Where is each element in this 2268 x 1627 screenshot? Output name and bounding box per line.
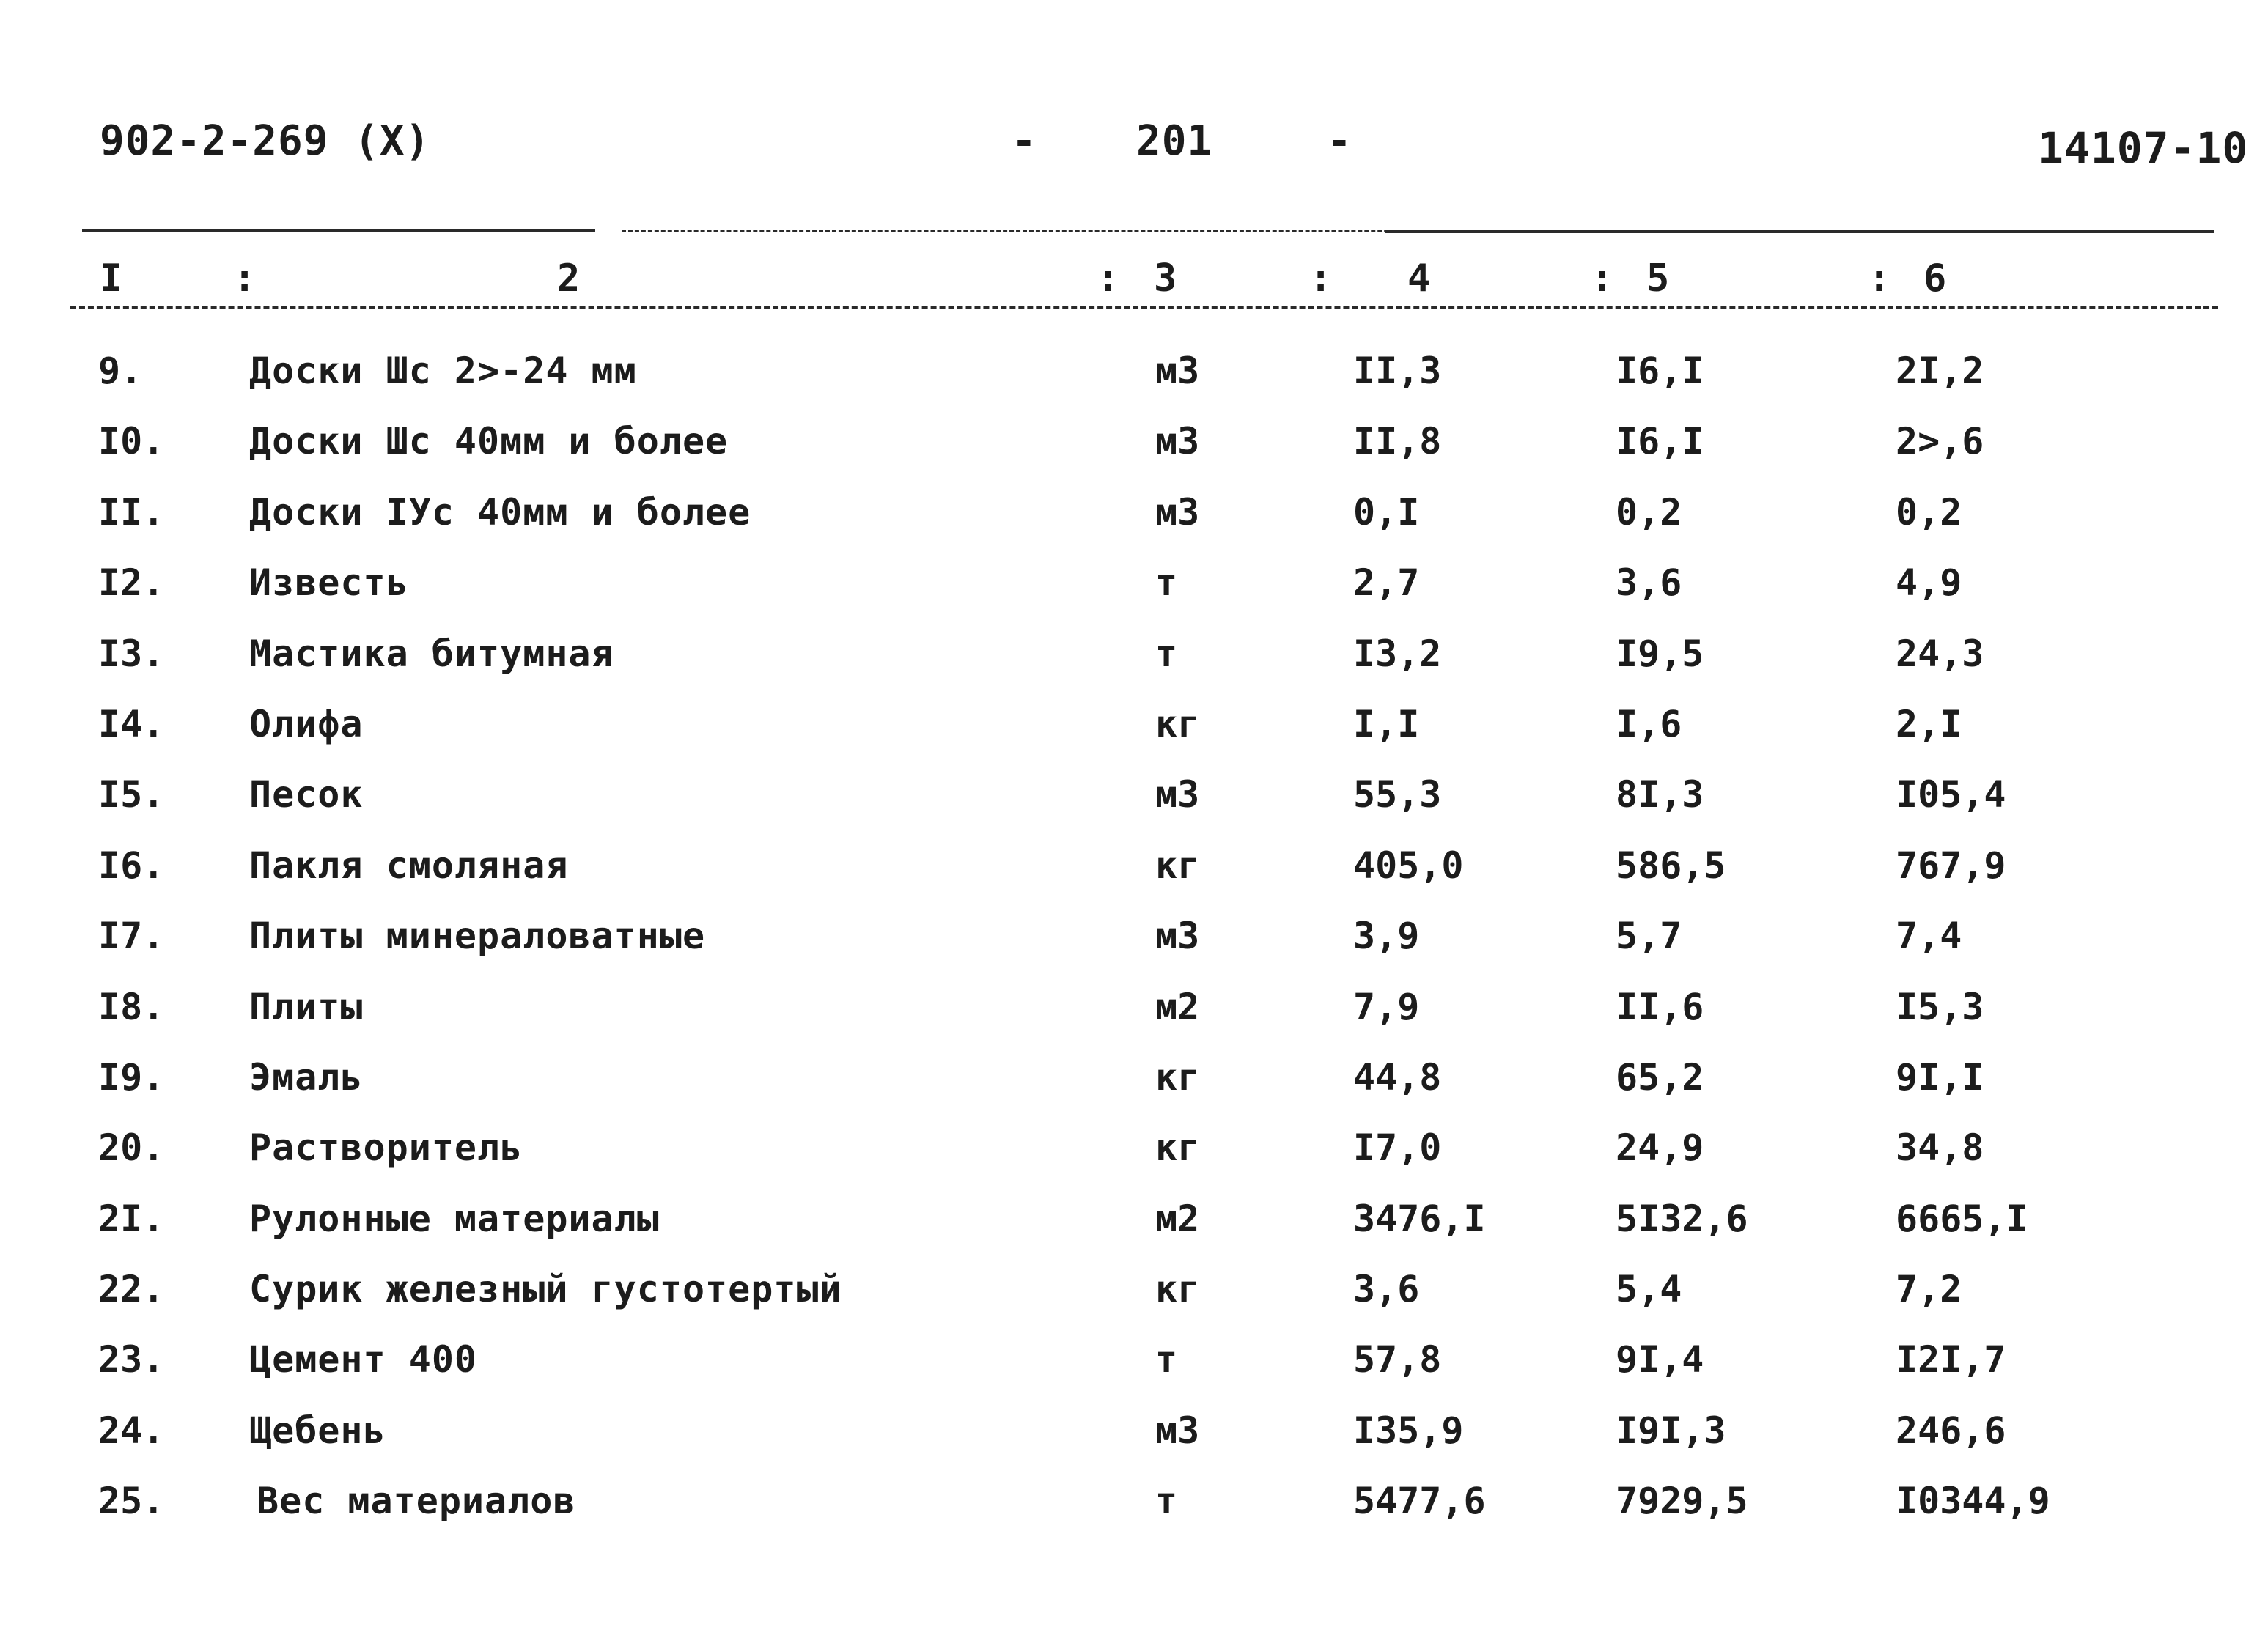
page-dash-left: - — [1012, 117, 1037, 165]
row-number: I4. — [98, 702, 165, 745]
unit: м3 — [1155, 915, 1200, 958]
column-number: I — [100, 257, 123, 300]
value-col-6: 246,6 — [1896, 1409, 2006, 1452]
value-col-5: I,6 — [1616, 702, 1682, 745]
value-col-6: I05,4 — [1896, 773, 2006, 816]
value-col-4: I7,0 — [1353, 1126, 1442, 1170]
value-col-4: 3476,I — [1353, 1197, 1486, 1240]
value-col-6: 0,2 — [1896, 490, 1962, 534]
material-name: Доски Шс 40мм и более — [249, 420, 729, 463]
column-number: 2 — [557, 257, 581, 300]
value-col-4: 3,9 — [1353, 915, 1420, 958]
value-col-4: 2,7 — [1353, 561, 1420, 605]
table-row — [0, 344, 2268, 415]
table-row — [0, 698, 2268, 768]
table-row — [0, 981, 2268, 1051]
material-name: Плиты — [249, 985, 364, 1028]
material-name: Рулонные материалы — [249, 1197, 660, 1240]
table-row — [0, 415, 2268, 485]
material-name: Доски Шс 2>-24 мм — [249, 350, 637, 392]
value-col-5: 5,4 — [1616, 1268, 1682, 1311]
column-separator: : — [233, 257, 257, 300]
unit: м3 — [1155, 420, 1200, 463]
value-col-5: I9I,3 — [1616, 1409, 1726, 1452]
unit: м3 — [1155, 350, 1200, 392]
value-col-6: 2I,2 — [1896, 350, 1984, 392]
page-dash-right: - — [1327, 117, 1352, 165]
value-col-4: I35,9 — [1353, 1409, 1464, 1452]
row-number: I3. — [98, 632, 165, 675]
value-col-5: 9I,4 — [1616, 1338, 1704, 1381]
row-number: I6. — [98, 844, 165, 887]
value-col-5: I6,I — [1616, 420, 1704, 463]
table-row-total — [0, 1475, 2268, 1545]
unit: м2 — [1155, 1197, 1200, 1240]
column-number: 4 — [1407, 257, 1431, 300]
document-code: 902-2-269 (X) — [100, 117, 431, 165]
material-name: Олифа — [249, 702, 364, 745]
material-name: Вес материалов — [257, 1480, 576, 1523]
sheet-code: 14107-10 — [2038, 123, 2249, 173]
row-number: I9. — [98, 1055, 165, 1099]
row-number: I8. — [98, 985, 165, 1028]
unit: м3 — [1155, 773, 1200, 816]
value-col-6: 4,9 — [1896, 561, 1962, 605]
material-name: Доски IУс 40мм и более — [249, 490, 751, 534]
table-row — [0, 1051, 2268, 1121]
unit: кг — [1155, 1268, 1200, 1311]
material-name: Сурик железный густотертый — [249, 1268, 842, 1311]
column-separator: : — [1097, 257, 1120, 300]
table-row — [0, 1121, 2268, 1192]
table-row — [0, 910, 2268, 980]
table-top-rule — [622, 230, 1428, 232]
value-col-6: 767,9 — [1896, 844, 2006, 887]
value-col-4: 0,I — [1353, 490, 1420, 534]
value-col-6: 6665,I — [1896, 1197, 2028, 1240]
table-row — [0, 768, 2268, 838]
value-col-4: II,8 — [1353, 420, 1442, 463]
material-name: Щебень — [249, 1409, 386, 1452]
value-col-5: 65,2 — [1616, 1055, 1704, 1099]
value-col-5: 8I,3 — [1616, 773, 1704, 816]
row-number: 24. — [98, 1409, 165, 1452]
material-name: Мастика битумная — [249, 632, 614, 675]
value-col-4: 57,8 — [1353, 1338, 1442, 1381]
value-col-5: 3,6 — [1616, 561, 1682, 605]
unit: м2 — [1155, 985, 1200, 1028]
unit: кг — [1155, 844, 1200, 887]
value-col-5: 0,2 — [1616, 490, 1682, 534]
material-name: Известь — [249, 561, 409, 605]
value-col-5: 7929,5 — [1616, 1480, 1748, 1523]
column-separator: : — [1591, 257, 1614, 300]
material-name: Эмаль — [249, 1055, 364, 1099]
table-row — [0, 1192, 2268, 1263]
value-col-6: 7,2 — [1896, 1268, 1962, 1311]
materials-table — [0, 344, 2268, 1546]
value-col-4: 5477,6 — [1353, 1480, 1486, 1523]
table-top-rule — [82, 229, 595, 232]
row-number: 23. — [98, 1338, 165, 1381]
value-col-6: I0344,9 — [1896, 1480, 2050, 1523]
unit: т — [1155, 1338, 1178, 1381]
page-number: 201 — [1136, 117, 1213, 165]
value-col-4: 44,8 — [1353, 1055, 1442, 1099]
value-col-4: 405,0 — [1353, 844, 1464, 887]
row-number: 22. — [98, 1268, 165, 1311]
material-name: Растворитель — [249, 1126, 523, 1170]
column-separator: : — [1868, 257, 1891, 300]
column-number: 5 — [1646, 257, 1670, 300]
column-number: 6 — [1923, 257, 1947, 300]
unit: т — [1155, 561, 1178, 605]
unit: т — [1155, 1480, 1178, 1523]
table-row — [0, 556, 2268, 627]
table-top-rule — [1385, 230, 2214, 233]
value-col-5: 24,9 — [1616, 1126, 1704, 1170]
row-number: 9. — [98, 350, 143, 392]
value-col-6: 2,I — [1896, 702, 1962, 745]
row-number: II. — [98, 490, 165, 534]
row-number: I5. — [98, 773, 165, 816]
table-header-rule — [70, 306, 2218, 309]
value-col-6: 34,8 — [1896, 1126, 1984, 1170]
table-row — [0, 1333, 2268, 1403]
value-col-6: 7,4 — [1896, 915, 1962, 958]
table-row — [0, 839, 2268, 910]
row-number: I7. — [98, 915, 165, 958]
column-number: 3 — [1154, 257, 1177, 300]
value-col-4: I3,2 — [1353, 632, 1442, 675]
value-col-4: I,I — [1353, 702, 1420, 745]
value-col-4: 3,6 — [1353, 1268, 1420, 1311]
column-number-header — [0, 257, 2268, 308]
unit: кг — [1155, 1126, 1200, 1170]
value-col-6: 9I,I — [1896, 1055, 1984, 1099]
unit: кг — [1155, 1055, 1200, 1099]
value-col-5: 5I32,6 — [1616, 1197, 1748, 1240]
value-col-5: I6,I — [1616, 350, 1704, 392]
unit: м3 — [1155, 490, 1200, 534]
value-col-6: 2>,6 — [1896, 420, 1984, 463]
row-number: I0. — [98, 420, 165, 463]
unit: м3 — [1155, 1409, 1200, 1452]
value-col-4: 7,9 — [1353, 985, 1420, 1028]
unit: кг — [1155, 702, 1200, 745]
table-row — [0, 486, 2268, 556]
value-col-6: I2I,7 — [1896, 1338, 2006, 1381]
column-separator: : — [1309, 257, 1333, 300]
material-name: Цемент 400 — [249, 1338, 478, 1381]
row-number: I2. — [98, 561, 165, 605]
table-row — [0, 627, 2268, 698]
row-number: 2I. — [98, 1197, 165, 1240]
value-col-4: II,3 — [1353, 350, 1442, 392]
table-row — [0, 1404, 2268, 1475]
material-name: Плиты минераловатные — [249, 915, 706, 958]
row-number: 25. — [98, 1480, 165, 1523]
unit: т — [1155, 632, 1178, 675]
value-col-5: I9,5 — [1616, 632, 1704, 675]
value-col-6: I5,3 — [1896, 985, 1984, 1028]
table-row — [0, 1263, 2268, 1333]
value-col-5: 5,7 — [1616, 915, 1682, 958]
value-col-5: 586,5 — [1616, 844, 1726, 887]
row-number: 20. — [98, 1126, 165, 1170]
value-col-4: 55,3 — [1353, 773, 1442, 816]
material-name: Пакля смоляная — [249, 844, 569, 887]
value-col-5: II,6 — [1616, 985, 1704, 1028]
material-name: Песок — [249, 773, 364, 816]
value-col-6: 24,3 — [1896, 632, 1984, 675]
